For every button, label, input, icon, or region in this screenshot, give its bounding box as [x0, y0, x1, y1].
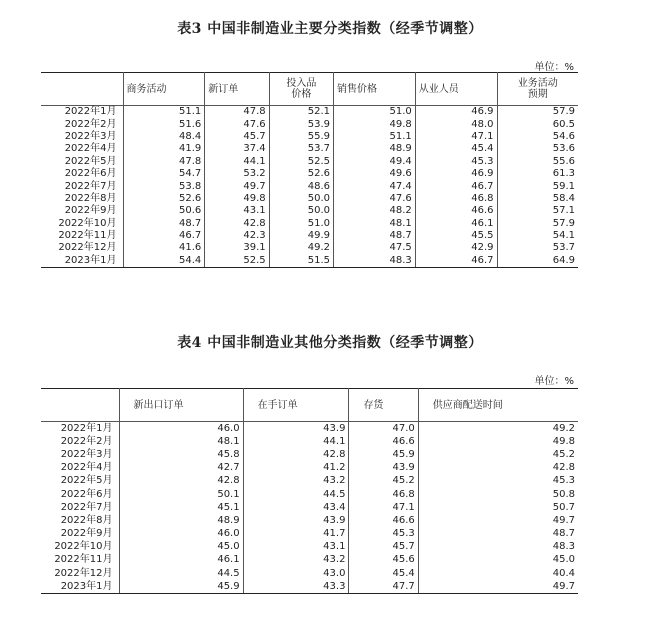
- table-cell: 49.7: [418, 580, 578, 594]
- table-cell: 54.4: [123, 255, 205, 268]
- row-label: 2022年9月: [41, 205, 123, 217]
- table-cell: 45.3: [349, 528, 418, 541]
- row-label: 2022年8月: [41, 514, 119, 527]
- table-cell: 44.1: [243, 435, 349, 448]
- table-row: [41, 106, 578, 119]
- table3-unit-label: 单位：%: [534, 62, 574, 73]
- row-label: 2022年2月: [41, 435, 119, 448]
- row-label: 2022年9月: [41, 528, 119, 541]
- table-cell: 45.4: [415, 143, 497, 155]
- table-cell: 51.1: [334, 131, 416, 143]
- table-cell: 45.9: [349, 448, 418, 461]
- table-cell: 47.6: [334, 193, 416, 205]
- table-cell: 61.3: [497, 168, 578, 180]
- table3-col-header: 商务活动: [123, 73, 205, 106]
- table-cell: 60.5: [497, 118, 578, 130]
- table3-col-header: 从业人员: [415, 73, 497, 106]
- row-label: 2022年5月: [41, 475, 119, 488]
- table-cell: 50.7: [418, 501, 578, 514]
- table4-col-header: 供应商配送时间: [418, 389, 578, 422]
- table-cell: 43.9: [349, 462, 418, 475]
- table-cell: 51.5: [269, 255, 333, 268]
- table-row: [41, 541, 578, 554]
- table-cell: 48.1: [334, 218, 416, 230]
- table4-col-header: 新出口订单: [119, 389, 243, 422]
- table-row: [41, 567, 578, 580]
- table-cell: 46.0: [119, 422, 243, 436]
- table-cell: 47.1: [415, 131, 497, 143]
- table4-header-row: [41, 389, 578, 422]
- table-cell: 49.4: [334, 156, 416, 168]
- table4: [41, 388, 578, 594]
- table-row: [41, 255, 578, 268]
- table-cell: 49.8: [418, 435, 578, 448]
- table-cell: 46.9: [415, 106, 497, 119]
- table-cell: 44.5: [243, 488, 349, 501]
- table-row: [41, 131, 578, 143]
- table3-col-header: 销售价格: [334, 73, 416, 106]
- table-cell: 47.4: [334, 180, 416, 192]
- table-cell: 47.5: [334, 242, 416, 254]
- table-cell: 41.2: [243, 462, 349, 475]
- table-cell: 45.9: [119, 580, 243, 594]
- table-cell: 45.4: [349, 567, 418, 580]
- row-label: 2022年5月: [41, 156, 123, 168]
- table-cell: 43.9: [243, 422, 349, 436]
- table-cell: 45.0: [119, 541, 243, 554]
- table-row: [41, 230, 578, 242]
- table-cell: 46.9: [415, 168, 497, 180]
- table-cell: 54.7: [123, 168, 205, 180]
- table-cell: 49.8: [334, 118, 416, 130]
- table-cell: 52.6: [123, 193, 205, 205]
- table-cell: 45.3: [418, 475, 578, 488]
- table-cell: 46.7: [415, 255, 497, 268]
- row-label: 2022年6月: [41, 168, 123, 180]
- table4-title: 表4 中国非制造业其他分类指数（经季节调整）: [177, 335, 483, 351]
- table-cell: 45.7: [349, 541, 418, 554]
- table-cell: 43.3: [243, 580, 349, 594]
- table-cell: 49.9: [269, 230, 333, 242]
- table4-body: [41, 422, 578, 594]
- table-cell: 49.8: [205, 193, 269, 205]
- table-cell: 42.8: [205, 218, 269, 230]
- table-cell: 53.7: [497, 242, 578, 254]
- table-cell: 51.0: [269, 218, 333, 230]
- table-cell: 43.2: [243, 554, 349, 567]
- table-cell: 43.0: [243, 567, 349, 580]
- row-label: 2022年1月: [41, 106, 123, 119]
- table-cell: 50.6: [123, 205, 205, 217]
- table-cell: 41.7: [243, 528, 349, 541]
- table-row: [41, 118, 578, 130]
- table-cell: 44.1: [205, 156, 269, 168]
- table-cell: 48.3: [334, 255, 416, 268]
- table-cell: 48.2: [334, 205, 416, 217]
- table-cell: 46.6: [349, 435, 418, 448]
- table-cell: 49.2: [418, 422, 578, 436]
- table-row: [41, 168, 578, 180]
- table-cell: 51.1: [123, 106, 205, 119]
- table4-col-header: 在手订单: [243, 389, 349, 422]
- table3-col-header: [41, 73, 123, 106]
- table-cell: 47.8: [123, 156, 205, 168]
- table-cell: 51.0: [334, 106, 416, 119]
- table-cell: 53.8: [123, 180, 205, 192]
- table-cell: 48.3: [418, 541, 578, 554]
- table-cell: 54.6: [497, 131, 578, 143]
- table-cell: 45.2: [418, 448, 578, 461]
- row-label: 2022年2月: [41, 118, 123, 130]
- table-cell: 47.0: [349, 422, 418, 436]
- table-cell: 46.7: [415, 180, 497, 192]
- table-cell: 50.0: [269, 193, 333, 205]
- table-cell: 48.9: [334, 143, 416, 155]
- table3-col-header: 业务活动 预期: [497, 73, 578, 106]
- table4-unit-label: 单位：%: [534, 376, 574, 387]
- table-row: [41, 242, 578, 254]
- table-cell: 51.6: [123, 118, 205, 130]
- table-cell: 45.2: [349, 475, 418, 488]
- table-cell: 54.1: [497, 230, 578, 242]
- table-cell: 46.6: [349, 514, 418, 527]
- table-cell: 52.1: [269, 106, 333, 119]
- table-cell: 52.5: [205, 255, 269, 268]
- table-cell: 55.9: [269, 131, 333, 143]
- table-cell: 45.6: [349, 554, 418, 567]
- table-cell: 41.6: [123, 242, 205, 254]
- table-cell: 43.1: [243, 541, 349, 554]
- table-cell: 47.1: [349, 501, 418, 514]
- table-row: [41, 422, 578, 436]
- table-cell: 46.1: [415, 218, 497, 230]
- table-cell: 45.1: [119, 501, 243, 514]
- table-cell: 64.9: [497, 255, 578, 268]
- table-cell: 42.8: [243, 448, 349, 461]
- table-cell: 48.6: [269, 180, 333, 192]
- table-cell: 47.7: [349, 580, 418, 594]
- table-cell: 43.4: [243, 501, 349, 514]
- table-row: [41, 488, 578, 501]
- table-cell: 42.7: [119, 462, 243, 475]
- table-cell: 42.8: [119, 475, 243, 488]
- table-cell: 53.9: [269, 118, 333, 130]
- table-cell: 48.9: [119, 514, 243, 527]
- table-cell: 48.0: [415, 118, 497, 130]
- table-row: [41, 448, 578, 461]
- row-label: 2022年6月: [41, 488, 119, 501]
- table-cell: 48.7: [418, 528, 578, 541]
- table3-header-row: [41, 73, 578, 106]
- table4-col-header: 存货: [349, 389, 418, 422]
- row-label: 2022年3月: [41, 448, 119, 461]
- table-cell: 55.6: [497, 156, 578, 168]
- table-cell: 43.2: [243, 475, 349, 488]
- table-row: [41, 180, 578, 192]
- table4-col-header: [41, 389, 119, 422]
- table-cell: 58.4: [497, 193, 578, 205]
- table-cell: 57.9: [497, 218, 578, 230]
- table-row: [41, 501, 578, 514]
- row-label: 2022年12月: [41, 242, 123, 254]
- table-cell: 45.8: [119, 448, 243, 461]
- table-cell: 49.6: [334, 168, 416, 180]
- table-cell: 46.7: [123, 230, 205, 242]
- table-cell: 49.7: [418, 514, 578, 527]
- table-cell: 50.0: [269, 205, 333, 217]
- row-label: 2022年12月: [41, 567, 119, 580]
- table-cell: 48.1: [119, 435, 243, 448]
- row-label: 2022年7月: [41, 180, 123, 192]
- table-cell: 46.8: [415, 193, 497, 205]
- table-cell: 57.9: [497, 106, 578, 119]
- row-label: 2022年11月: [41, 230, 123, 242]
- table-cell: 46.8: [349, 488, 418, 501]
- row-label: 2022年4月: [41, 143, 123, 155]
- table-cell: 52.6: [269, 168, 333, 180]
- table-cell: 42.8: [418, 462, 578, 475]
- table-cell: 48.4: [123, 131, 205, 143]
- row-label: 2022年3月: [41, 131, 123, 143]
- table-cell: 46.1: [119, 554, 243, 567]
- row-label: 2022年4月: [41, 462, 119, 475]
- table-cell: 43.9: [243, 514, 349, 527]
- table-row: [41, 205, 578, 217]
- table-cell: 48.7: [123, 218, 205, 230]
- row-label: 2022年1月: [41, 422, 119, 436]
- table-cell: 42.9: [415, 242, 497, 254]
- table-cell: 42.3: [205, 230, 269, 242]
- table-cell: 53.2: [205, 168, 269, 180]
- table-cell: 43.1: [205, 205, 269, 217]
- row-label: 2022年10月: [41, 541, 119, 554]
- table3-body: [41, 106, 578, 268]
- table-cell: 59.1: [497, 180, 578, 192]
- table-row: [41, 435, 578, 448]
- table-cell: 50.1: [119, 488, 243, 501]
- table-cell: 44.5: [119, 567, 243, 580]
- table-cell: 49.2: [269, 242, 333, 254]
- table3: [41, 72, 578, 268]
- table-cell: 49.7: [205, 180, 269, 192]
- table-row: [41, 193, 578, 205]
- table-row: [41, 514, 578, 527]
- table-row: [41, 475, 578, 488]
- table-row: [41, 528, 578, 541]
- table-cell: 40.4: [418, 567, 578, 580]
- row-label: 2022年11月: [41, 554, 119, 567]
- table-cell: 50.8: [418, 488, 578, 501]
- table-cell: 53.6: [497, 143, 578, 155]
- table-cell: 46.6: [415, 205, 497, 217]
- table-cell: 45.3: [415, 156, 497, 168]
- row-label: 2022年8月: [41, 193, 123, 205]
- row-label: 2022年10月: [41, 218, 123, 230]
- table-cell: 48.7: [334, 230, 416, 242]
- table-cell: 45.0: [418, 554, 578, 567]
- table-cell: 57.1: [497, 205, 578, 217]
- table3-col-header: 新订单: [205, 73, 269, 106]
- table3-title: 表3 中国非制造业主要分类指数（经季节调整）: [177, 21, 483, 37]
- table-row: [41, 462, 578, 475]
- table-row: [41, 156, 578, 168]
- table-row: [41, 143, 578, 155]
- table-cell: 47.6: [205, 118, 269, 130]
- row-label: 2023年1月: [41, 580, 119, 594]
- table-cell: 45.5: [415, 230, 497, 242]
- table-row: [41, 554, 578, 567]
- row-label: 2023年1月: [41, 255, 123, 268]
- table-row: [41, 218, 578, 230]
- table-cell: 39.1: [205, 242, 269, 254]
- table-cell: 46.0: [119, 528, 243, 541]
- table-cell: 52.5: [269, 156, 333, 168]
- table-cell: 47.8: [205, 106, 269, 119]
- table-cell: 53.7: [269, 143, 333, 155]
- table-row: [41, 580, 578, 594]
- table-cell: 41.9: [123, 143, 205, 155]
- table-cell: 45.7: [205, 131, 269, 143]
- row-label: 2022年7月: [41, 501, 119, 514]
- table3-col-header: 投入品 价格: [269, 73, 333, 106]
- table-cell: 37.4: [205, 143, 269, 155]
